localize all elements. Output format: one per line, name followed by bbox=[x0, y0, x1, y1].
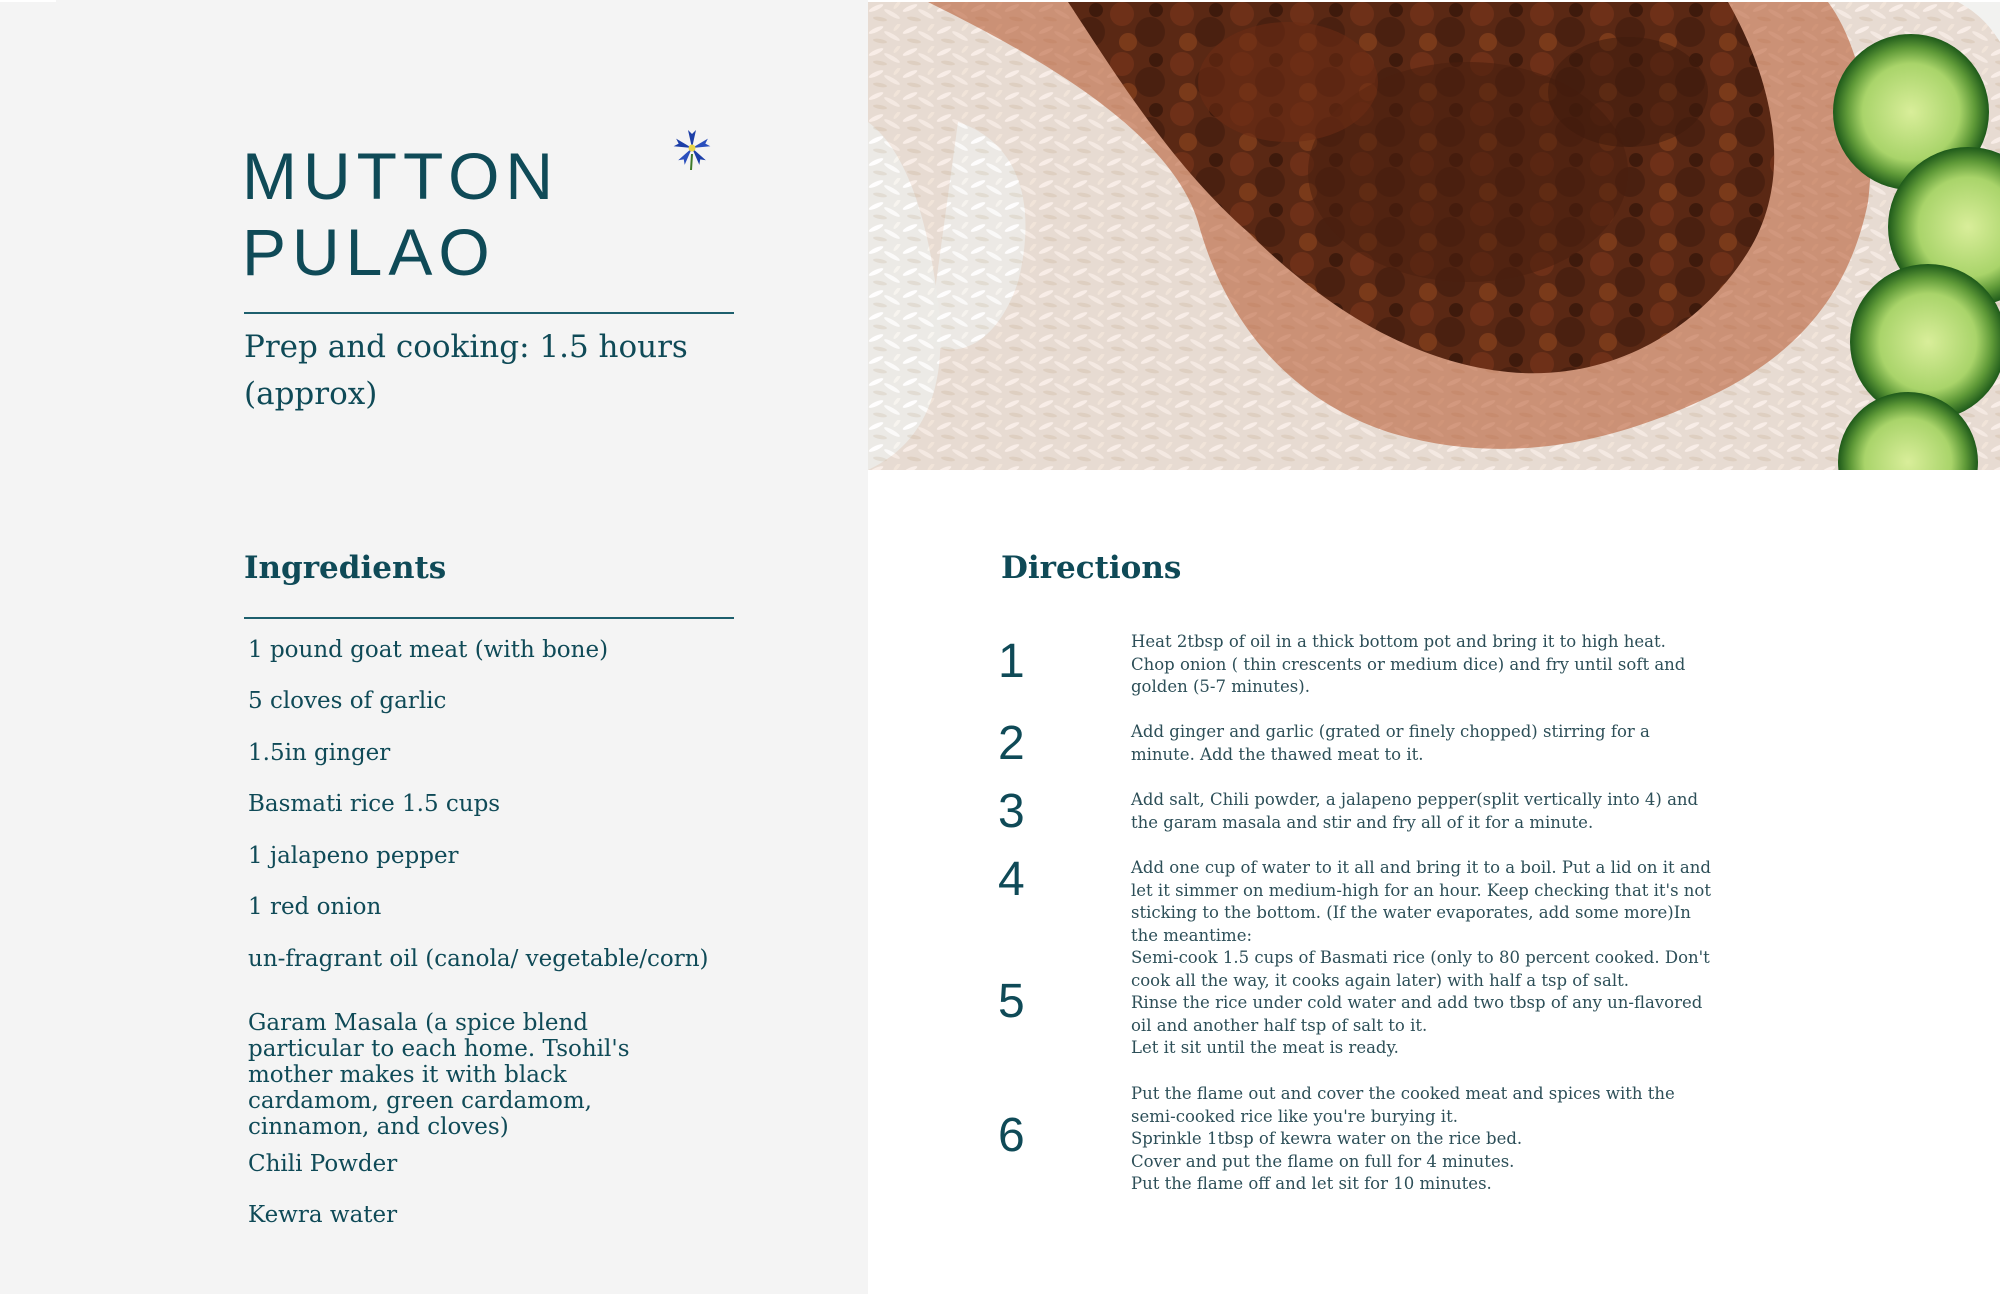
step-number: 4 bbox=[998, 853, 1025, 906]
dish-photo bbox=[868, 2, 2000, 470]
step-text: Add salt, Chili powder, a jalapeno pepper(split vertically into 4) and the garam masala and stir and fry all of it for a minute. bbox=[1131, 790, 1699, 832]
recipe-title bbox=[242, 138, 559, 290]
ingredient-item: Basmati rice 1.5 cups bbox=[248, 791, 501, 817]
directions-heading: Directions bbox=[1001, 550, 1182, 586]
step-number: 1 bbox=[998, 635, 1025, 688]
ingredients-divider bbox=[244, 617, 734, 619]
top-strip bbox=[0, 0, 56, 2]
ingredient-item: 1.5in ginger bbox=[248, 740, 391, 766]
step-text: Put the flame out and cover the cooked meat and spices with the semi-cooked rice like you're burying it. Sprinkle 1tbsp of kewra water on the rice bed. Cover and put the flame on full for 4 minutes. Put the flame off and let sit for 10 minutes. bbox=[1131, 1084, 1675, 1193]
step-number: 5 bbox=[998, 975, 1025, 1028]
recipe-title-line2: PULAO bbox=[242, 215, 496, 289]
ingredient-item: 1 jalapeno pepper bbox=[248, 843, 459, 869]
ingredient-item: 5 cloves of garlic bbox=[248, 688, 447, 714]
step-text: Add one cup of water to it all and bring it to a boil. Put a lid on it and let it simmer on medium-high for an hour. Keep checking that it's not sticking to the bottom. (If the water evaporates, add some more)In the meantime: bbox=[1131, 858, 1711, 945]
ingredient-item: 1 red onion bbox=[248, 894, 382, 920]
step-number: 6 bbox=[998, 1109, 1025, 1162]
step-text: Add ginger and garlic (grated or finely chopped) stirring for a minute. Add the thawed meat to it. bbox=[1131, 722, 1650, 764]
step-number: 3 bbox=[998, 785, 1025, 838]
step-text: Semi-cook 1.5 cups of Basmati rice (only to 80 percent cooked. Don't cook all the way, it cooks again later) with half a tsp of salt. Rinse the rice under cold water and add two tbsp of any un-flavored oil and another half tsp of salt to it. Let it sit until the meat is ready. bbox=[1131, 948, 1710, 1057]
ingredients-heading: Ingredients bbox=[244, 550, 447, 586]
ingredient-item: Chili Powder bbox=[248, 1151, 398, 1177]
title-divider bbox=[244, 312, 734, 314]
ingredient-item: un-fragrant oil (canola/ vegetable/corn) bbox=[248, 946, 709, 972]
prep-time: Prep and cooking: 1.5 hours (approx) bbox=[244, 329, 688, 412]
blue-flower-icon bbox=[668, 128, 716, 172]
step-text: Heat 2tbsp of oil in a thick bottom pot and bring it to high heat. Chop onion ( thin crescents or medium dice) and fry until soft and golden (5-7 minutes). bbox=[1131, 632, 1686, 696]
step-number: 2 bbox=[998, 717, 1025, 770]
recipe-title-line1: MUTTON bbox=[242, 139, 560, 213]
ingredient-item: 1 pound goat meat (with bone) bbox=[248, 637, 609, 663]
ingredient-item: Kewra water bbox=[248, 1202, 398, 1228]
ingredient-item: Garam Masala (a spice blend particular to each home. Tsohil's mother makes it with black cardamom, green cardamom, cinnamon, and cloves) bbox=[248, 1010, 630, 1140]
